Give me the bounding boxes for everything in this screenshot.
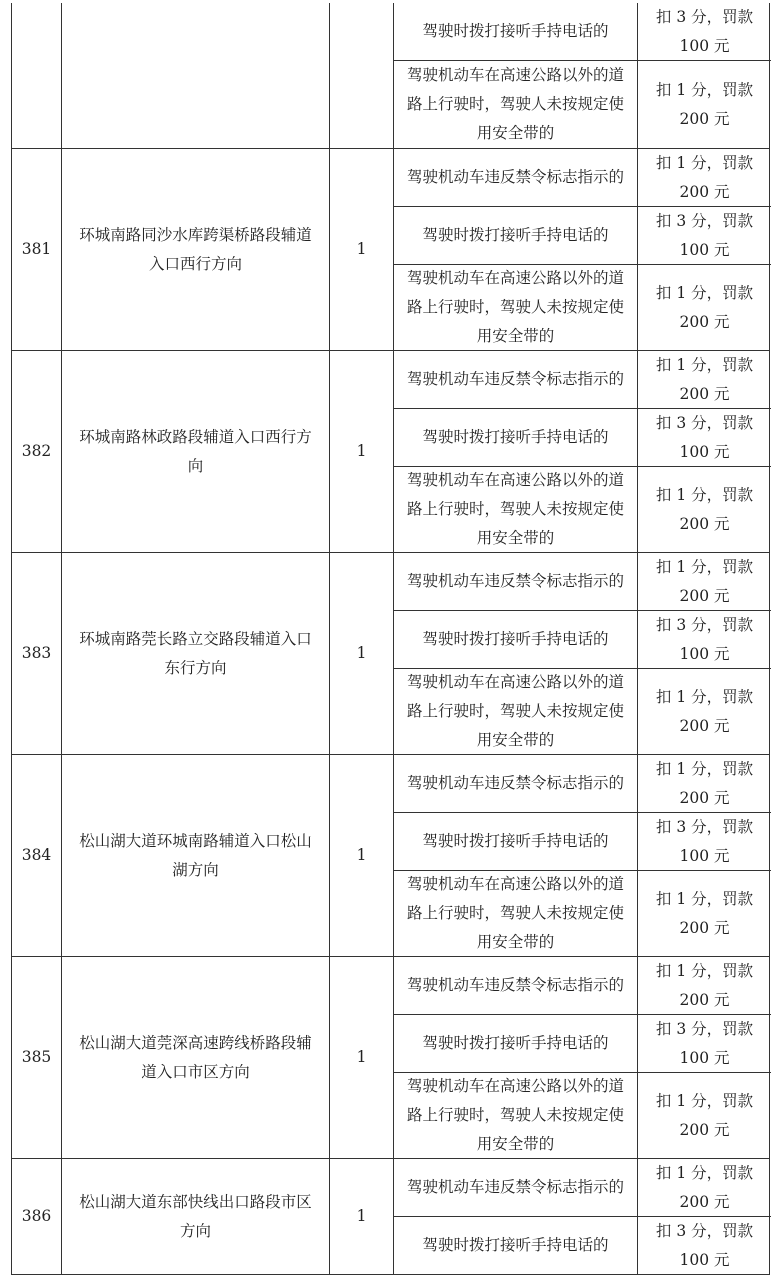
violation-cell	[394, 351, 638, 408]
location-text: 松山湖大道东部快线出口路段市区方向	[79, 1192, 312, 1240]
table-record	[11, 1159, 770, 1275]
penalty-fine-text: 100 元	[679, 1250, 730, 1269]
location-cell	[62, 1159, 330, 1274]
record-number-text: 382	[21, 442, 52, 460]
location-text: 松山湖大道莞深高速跨线桥路段辅道入口市区方向	[79, 1033, 312, 1081]
record-number-text: 381	[21, 240, 52, 258]
device-count	[330, 957, 394, 1158]
penalty-cell	[638, 149, 771, 206]
violation-cell	[394, 610, 638, 668]
penalty-cell	[638, 1216, 771, 1274]
device-count-text: 1	[356, 1048, 367, 1066]
violation-cell	[394, 264, 638, 350]
violation-cell	[394, 1216, 638, 1274]
record-number	[12, 351, 62, 552]
record-number-text: 383	[21, 644, 52, 662]
violation-text: 驾驶时拨打接听手持电话的	[422, 22, 609, 40]
violation-cell	[394, 553, 638, 610]
penalty-points-text: 扣 3 分，罚款	[655, 7, 754, 26]
violation-text: 驾驶机动车在高速公路以外的道路上行驶时，驾驶人未按规定使用安全带的	[406, 875, 624, 951]
penalty-points-text: 扣 1 分，罚款	[655, 961, 754, 980]
enforcement-table	[11, 3, 770, 1275]
location-text: 环城南路林政路段辅道入口西行方向	[79, 427, 312, 475]
record-number-text: 386	[21, 1207, 52, 1225]
penalty-fine-text: 200 元	[679, 788, 730, 807]
penalty-points-text: 扣 1 分，罚款	[655, 759, 754, 778]
table-record	[11, 553, 770, 755]
penalty-points-text: 扣 1 分，罚款	[655, 687, 754, 706]
penalty-cell	[638, 3, 771, 60]
violation-cell	[394, 466, 638, 552]
violation-text: 驾驶时拨打接听手持电话的	[422, 832, 609, 850]
record-number	[12, 149, 62, 350]
violation-cell	[394, 408, 638, 466]
penalty-cell	[638, 466, 771, 552]
violation-cell	[394, 812, 638, 870]
penalty-cell	[638, 553, 771, 610]
location-text: 环城南路莞长路立交路段辅道入口东行方向	[79, 629, 312, 677]
record-number	[12, 553, 62, 754]
penalty-cell	[638, 1014, 771, 1072]
penalty-fine-text: 200 元	[679, 514, 730, 533]
penalty-cell	[638, 206, 771, 264]
penalty-points-text: 扣 3 分，罚款	[655, 211, 754, 230]
violation-text: 驾驶时拨打接听手持电话的	[422, 428, 609, 446]
penalty-fine-text: 200 元	[679, 990, 730, 1009]
penalty-points-text: 扣 1 分，罚款	[655, 80, 754, 99]
penalty-points-text: 扣 3 分，罚款	[655, 1221, 754, 1240]
record-number	[12, 3, 62, 148]
penalty-cell	[638, 755, 771, 812]
record-number	[12, 755, 62, 956]
violation-cell	[394, 668, 638, 754]
device-count	[330, 351, 394, 552]
penalty-cell	[638, 264, 771, 350]
penalty-points-text: 扣 1 分，罚款	[655, 355, 754, 374]
penalty-points-text: 扣 1 分，罚款	[655, 485, 754, 504]
device-count-text: 1	[356, 442, 367, 460]
violation-cell	[394, 1072, 638, 1158]
penalty-fine-text: 200 元	[679, 1192, 730, 1211]
device-count	[330, 1159, 394, 1274]
penalty-cell	[638, 957, 771, 1014]
location-cell	[62, 755, 330, 956]
penalty-cell	[638, 60, 771, 148]
location-cell	[62, 957, 330, 1158]
penalty-points-text: 扣 1 分，罚款	[655, 1163, 754, 1182]
violation-cell	[394, 870, 638, 956]
violation-cell	[394, 755, 638, 812]
penalty-fine-text: 200 元	[679, 1120, 730, 1139]
device-count-text: 1	[356, 846, 367, 864]
penalty-points-text: 扣 3 分，罚款	[655, 817, 754, 836]
device-count-text: 1	[356, 1207, 367, 1225]
location-cell	[62, 553, 330, 754]
penalty-cell	[638, 1159, 771, 1216]
penalty-cell	[638, 812, 771, 870]
penalty-fine-text: 100 元	[679, 36, 730, 55]
penalty-cell	[638, 870, 771, 956]
penalty-cell	[638, 668, 771, 754]
violation-text: 驾驶时拨打接听手持电话的	[422, 630, 609, 648]
penalty-cell	[638, 408, 771, 466]
record-number	[12, 957, 62, 1158]
record-number-text: 384	[21, 846, 52, 864]
violation-cell	[394, 1159, 638, 1216]
location-text: 环城南路同沙水库跨渠桥路段辅道入口西行方向	[79, 225, 312, 273]
violation-cell	[394, 1014, 638, 1072]
device-count	[330, 3, 394, 148]
violation-cell	[394, 60, 638, 148]
location-cell	[62, 149, 330, 350]
table-record	[11, 149, 770, 351]
device-count	[330, 553, 394, 754]
penalty-points-text: 扣 1 分，罚款	[655, 1091, 754, 1110]
penalty-points-text: 扣 3 分，罚款	[655, 413, 754, 432]
table-record	[11, 755, 770, 957]
violation-text: 驾驶机动车违反禁令标志指示的	[406, 1178, 624, 1196]
penalty-fine-text: 200 元	[679, 312, 730, 331]
violation-text: 驾驶时拨打接听手持电话的	[422, 226, 609, 244]
table-record	[11, 957, 770, 1159]
penalty-fine-text: 200 元	[679, 586, 730, 605]
violation-text: 驾驶机动车违反禁令标志指示的	[406, 976, 624, 994]
penalty-fine-text: 100 元	[679, 644, 730, 663]
location-text: 松山湖大道环城南路辅道入口松山湖方向	[79, 831, 312, 879]
penalty-points-text: 扣 1 分，罚款	[655, 889, 754, 908]
penalty-fine-text: 100 元	[679, 240, 730, 259]
violation-text: 驾驶机动车在高速公路以外的道路上行驶时，驾驶人未按规定使用安全带的	[406, 269, 624, 345]
violation-text: 驾驶时拨打接听手持电话的	[422, 1236, 609, 1254]
location-cell	[62, 351, 330, 552]
penalty-points-text: 扣 1 分，罚款	[655, 557, 754, 576]
penalty-cell	[638, 1072, 771, 1158]
violation-text: 驾驶机动车在高速公路以外的道路上行驶时，驾驶人未按规定使用安全带的	[406, 471, 624, 547]
record-number-text: 385	[21, 1048, 52, 1066]
penalty-points-text: 扣 3 分，罚款	[655, 615, 754, 634]
penalty-cell	[638, 351, 771, 408]
device-count	[330, 149, 394, 350]
violation-text: 驾驶机动车违反禁令标志指示的	[406, 370, 624, 388]
violation-text: 驾驶机动车在高速公路以外的道路上行驶时，驾驶人未按规定使用安全带的	[406, 1077, 624, 1153]
violation-cell	[394, 206, 638, 264]
penalty-fine-text: 200 元	[679, 384, 730, 403]
table-record	[11, 3, 770, 149]
penalty-fine-text: 100 元	[679, 442, 730, 461]
penalty-cell	[638, 610, 771, 668]
table-record	[11, 351, 770, 553]
violation-text: 驾驶机动车在高速公路以外的道路上行驶时，驾驶人未按规定使用安全带的	[406, 66, 624, 142]
penalty-points-text: 扣 1 分，罚款	[655, 283, 754, 302]
device-count-text: 1	[356, 644, 367, 662]
violation-cell	[394, 957, 638, 1014]
device-count	[330, 755, 394, 956]
device-count-text: 1	[356, 240, 367, 258]
location-cell	[62, 3, 330, 148]
record-number	[12, 1159, 62, 1274]
violation-text: 驾驶机动车在高速公路以外的道路上行驶时，驾驶人未按规定使用安全带的	[406, 673, 624, 749]
violation-cell	[394, 3, 638, 60]
penalty-fine-text: 200 元	[679, 918, 730, 937]
violation-text: 驾驶机动车违反禁令标志指示的	[406, 168, 624, 186]
penalty-points-text: 扣 1 分，罚款	[655, 153, 754, 172]
violation-text: 驾驶机动车违反禁令标志指示的	[406, 774, 624, 792]
penalty-fine-text: 100 元	[679, 1048, 730, 1067]
penalty-fine-text: 200 元	[679, 109, 730, 128]
penalty-points-text: 扣 3 分，罚款	[655, 1019, 754, 1038]
violation-text: 驾驶时拨打接听手持电话的	[422, 1034, 609, 1052]
violation-cell	[394, 149, 638, 206]
penalty-fine-text: 200 元	[679, 716, 730, 735]
penalty-fine-text: 200 元	[679, 182, 730, 201]
violation-text: 驾驶机动车违反禁令标志指示的	[406, 572, 624, 590]
penalty-fine-text: 100 元	[679, 846, 730, 865]
